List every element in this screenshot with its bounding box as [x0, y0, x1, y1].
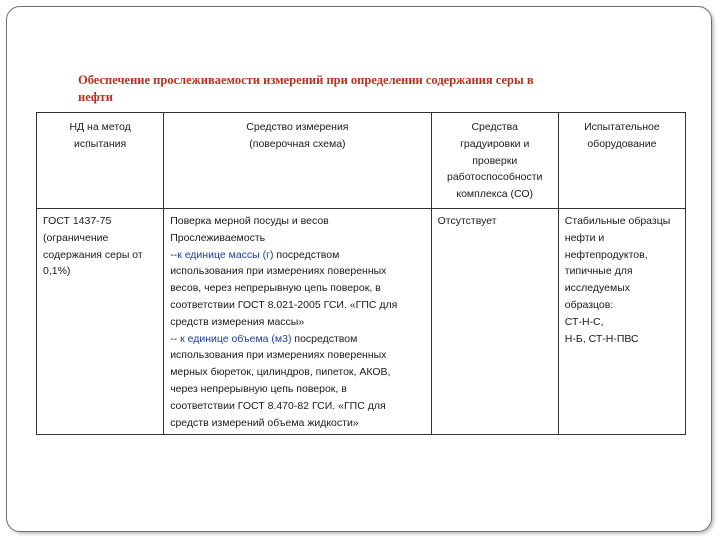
equipment-line: нефтепродуктов,: [564, 248, 648, 261]
means-line: средств измерения массы»: [170, 315, 305, 328]
equipment-line: образцов:: [564, 298, 614, 311]
equipment-line: Стабильные образцы: [564, 215, 671, 227]
header-line: проверки: [472, 154, 518, 167]
header-line: НД на метод: [69, 121, 131, 133]
header-nd-method: [37, 113, 164, 209]
header-calibration-means: [431, 113, 558, 209]
header-line: испытания: [73, 137, 127, 150]
cell-equipment: [558, 209, 685, 435]
table-row: [37, 209, 686, 435]
cell-measuring-means: [164, 209, 431, 435]
header-line: Испытательное: [584, 121, 660, 133]
means-line: через непрерывную цепь поверок, в: [170, 382, 347, 395]
traceability-table: [36, 112, 686, 435]
header-line: (поверочная схема): [249, 137, 346, 150]
means-line: соответствии ГОСТ 8.021-2005 ГСИ. «ГПС для: [170, 298, 398, 311]
nd-line: ГОСТ 1437-75: [43, 215, 112, 227]
equipment-line: типичные для: [564, 265, 633, 278]
equipment-line: исследуемых: [564, 282, 631, 295]
means-dash: --: [170, 332, 181, 345]
nd-line: (ограничение: [43, 231, 109, 244]
calibration-text: Отсутствует: [437, 215, 497, 227]
equipment-line: нефти и: [564, 231, 605, 244]
header-line: градуировки и: [460, 137, 530, 150]
header-measuring-instrument: [164, 113, 431, 209]
header-line: комплекса (СО): [456, 188, 534, 201]
nd-line: содержания серы от: [43, 248, 143, 261]
equipment-line: СТ-Н-С,: [564, 315, 604, 328]
means-text: посредством: [291, 332, 358, 345]
nd-line: 0,1%): [43, 265, 71, 278]
title-line-2: нефти: [78, 90, 113, 104]
means-line: использования при измерениях поверенных: [170, 265, 387, 278]
header-line: работоспособности: [447, 171, 543, 184]
means-line: Прослеживаемость: [170, 231, 266, 244]
means-text: посредством: [273, 248, 340, 261]
volume-unit-text: к единице объема (м3): [180, 332, 292, 345]
means-line: использования при измерениях поверенных: [170, 349, 387, 362]
cell-nd: [37, 209, 164, 435]
means-line: Поверка мерной посуды и весов: [170, 215, 329, 227]
means-line: соответствии ГОСТ 8.470-82 ГСИ. «ГПС для: [170, 399, 386, 412]
header-test-equipment: [558, 113, 685, 209]
means-line: мерных бюреток, цилиндров, пипеток, АКОВ,: [170, 366, 391, 379]
table-header-row: [37, 113, 686, 209]
header-line: Средства: [471, 121, 518, 133]
mass-unit-text: к единице массы (г): [177, 248, 274, 261]
means-line: весов, через непрерывную цепь поверок, в: [170, 282, 381, 295]
means-line: средств измерений объема жидкости»: [170, 416, 359, 429]
title-line-1: Обеспечение прослеживаемости измерений при определении содержания серы в: [78, 73, 534, 87]
equipment-line: Н-Б, СТ-Н-ПВС: [564, 332, 639, 345]
cell-calibration: [431, 209, 558, 435]
means-dash: --: [170, 248, 178, 261]
header-line: оборудование: [587, 137, 657, 150]
means-line: [170, 247, 424, 264]
slide-title: [78, 72, 668, 106]
means-line: [170, 331, 424, 348]
header-line: Средство измерения: [246, 121, 349, 133]
